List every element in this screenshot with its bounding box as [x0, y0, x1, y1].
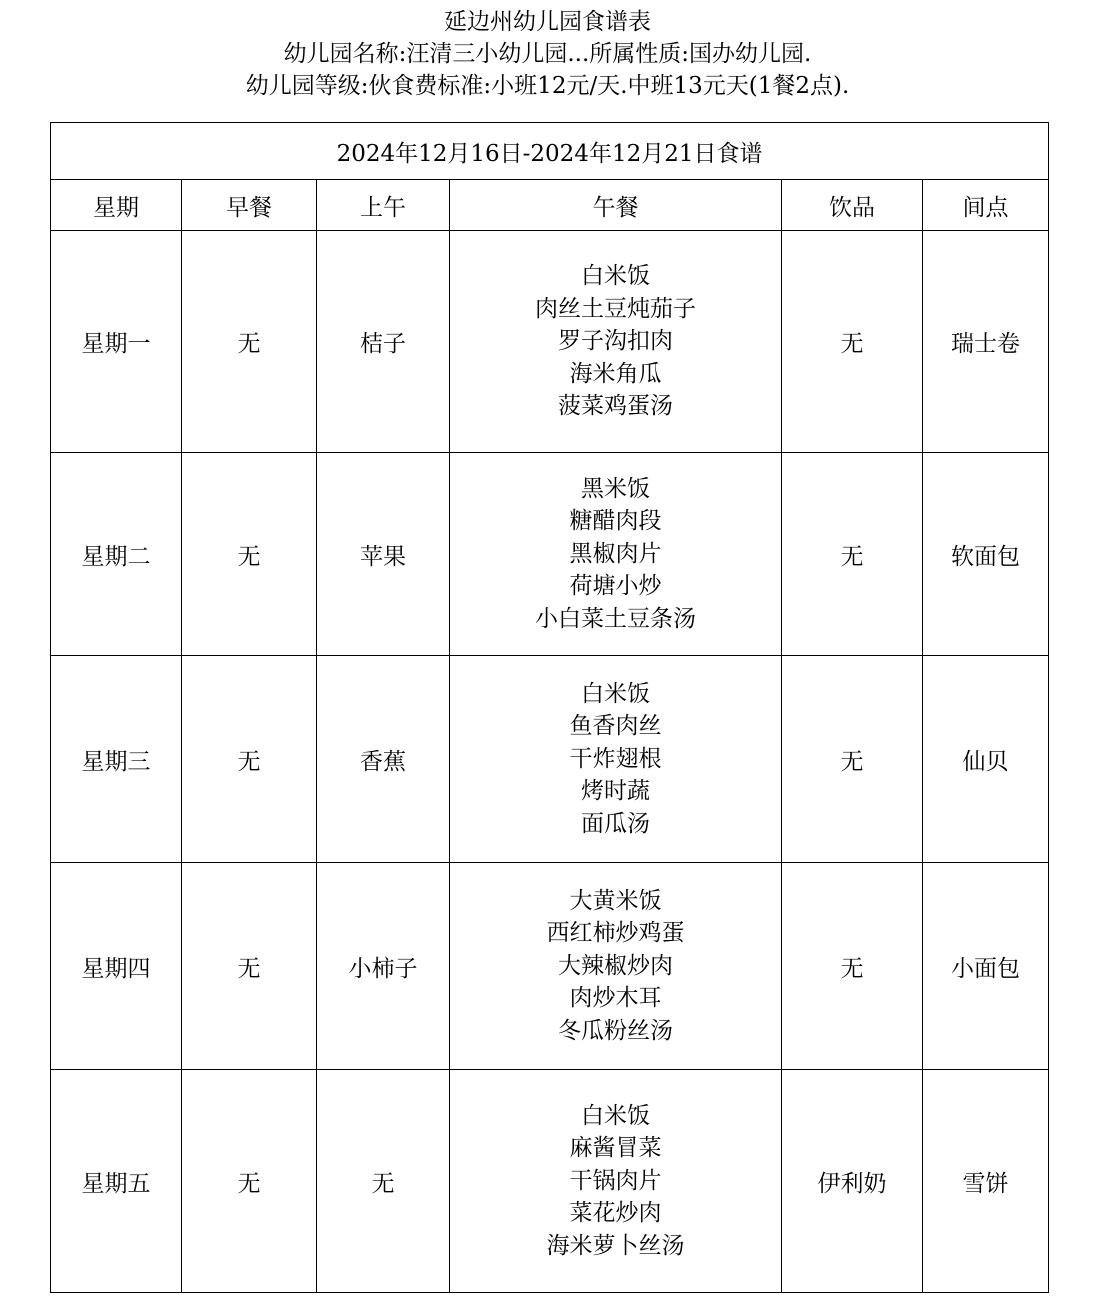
morning-cell: 无: [317, 1070, 450, 1293]
lunch-dish: 黑椒肉片: [569, 540, 662, 567]
date-range-cell: 2024年12月16日-2024年12月21日食谱: [51, 123, 1049, 180]
column-header-snack: 间点: [923, 180, 1049, 231]
drink-cell: 伊利奶: [782, 1070, 923, 1293]
column-header-drink: 饮品: [782, 180, 923, 231]
morning-cell: 小柿子: [317, 863, 450, 1070]
snack-cell: 仙贝: [923, 656, 1049, 863]
lunch-dish: 烤时蔬: [581, 778, 650, 805]
lunch-cell: [450, 231, 782, 453]
lunch-dish: 冬瓜粉丝汤: [558, 1017, 673, 1044]
document-header: [0, 6, 1095, 102]
fee-standard-info: 幼儿园等级:伙食费标准:小班12元/天.中班13元天(1餐2点).: [245, 73, 850, 99]
snack-cell: 小面包: [923, 863, 1049, 1070]
lunch-dish: 海米萝卜丝汤: [546, 1232, 685, 1259]
weekday-cell: 星期四: [51, 863, 182, 1070]
drink-cell: 无: [782, 863, 923, 1070]
lunch-cell: [450, 453, 782, 656]
lunch-dish: 面瓜汤: [581, 810, 650, 837]
lunch-dish: 白米饭: [581, 263, 650, 290]
lunch-dish: 菠菜鸡蛋汤: [558, 393, 673, 420]
column-header-morning: 上午: [317, 180, 450, 231]
lunch-dish: 肉丝土豆炖茄子: [535, 295, 696, 322]
lunch-cell: [450, 656, 782, 863]
drink-cell: 无: [782, 453, 923, 656]
column-header-breakfast: 早餐: [182, 180, 317, 231]
breakfast-cell: 无: [182, 1070, 317, 1293]
document-title: 延边州幼儿园食谱表: [444, 9, 651, 35]
column-header-row: [51, 180, 1049, 231]
weekday-cell: 星期三: [51, 656, 182, 863]
lunch-dish: 黑米饭: [581, 475, 650, 502]
lunch-dish: 小白菜土豆条汤: [535, 605, 696, 632]
lunch-dish: 糖醋肉段: [569, 508, 662, 535]
snack-cell: 软面包: [923, 453, 1049, 656]
breakfast-cell: 无: [182, 863, 317, 1070]
column-header-weekday: 星期: [51, 180, 182, 231]
table-row: [51, 1070, 1049, 1293]
snack-cell: 瑞士卷: [923, 231, 1049, 453]
lunch-dish: 菜花炒肉: [569, 1200, 662, 1227]
weekday-cell: 星期二: [51, 453, 182, 656]
breakfast-cell: 无: [182, 656, 317, 863]
table-row: [51, 863, 1049, 1070]
lunch-dish: 白米饭: [581, 1102, 650, 1129]
weekday-cell: 星期一: [51, 231, 182, 453]
lunch-dish: 海米角瓜: [569, 360, 662, 387]
lunch-dish: 西红柿炒鸡蛋: [546, 920, 685, 947]
lunch-dish: 罗子沟扣肉: [558, 328, 673, 355]
morning-cell: 香蕉: [317, 656, 450, 863]
menu-table: [50, 122, 1049, 1293]
lunch-dish: 大黄米饭: [569, 887, 662, 914]
table-row: [51, 656, 1049, 863]
lunch-dish: 麻酱冒菜: [569, 1135, 662, 1162]
lunch-dish: 干炸翅根: [569, 745, 662, 772]
lunch-dish: 荷塘小炒: [569, 573, 662, 600]
snack-cell: 雪饼: [923, 1070, 1049, 1293]
drink-cell: 无: [782, 656, 923, 863]
morning-cell: 桔子: [317, 231, 450, 453]
lunch-dish: 干锅肉片: [569, 1167, 662, 1194]
drink-cell: 无: [782, 231, 923, 453]
lunch-dish: 肉炒木耳: [569, 985, 662, 1012]
morning-cell: 苹果: [317, 453, 450, 656]
date-row: [51, 123, 1049, 180]
breakfast-cell: 无: [182, 453, 317, 656]
lunch-dish: 大辣椒炒肉: [558, 952, 673, 979]
column-header-lunch: 午餐: [450, 180, 782, 231]
table-row: [51, 453, 1049, 656]
kindergarten-info: 幼儿园名称:汪清三小幼儿园...所属性质:国办幼儿园.: [283, 41, 812, 67]
breakfast-cell: 无: [182, 231, 317, 453]
weekday-cell: 星期五: [51, 1070, 182, 1293]
table-row: [51, 231, 1049, 453]
lunch-cell: [450, 1070, 782, 1293]
lunch-cell: [450, 863, 782, 1070]
lunch-dish: 鱼香肉丝: [569, 713, 662, 740]
lunch-dish: 白米饭: [581, 680, 650, 707]
